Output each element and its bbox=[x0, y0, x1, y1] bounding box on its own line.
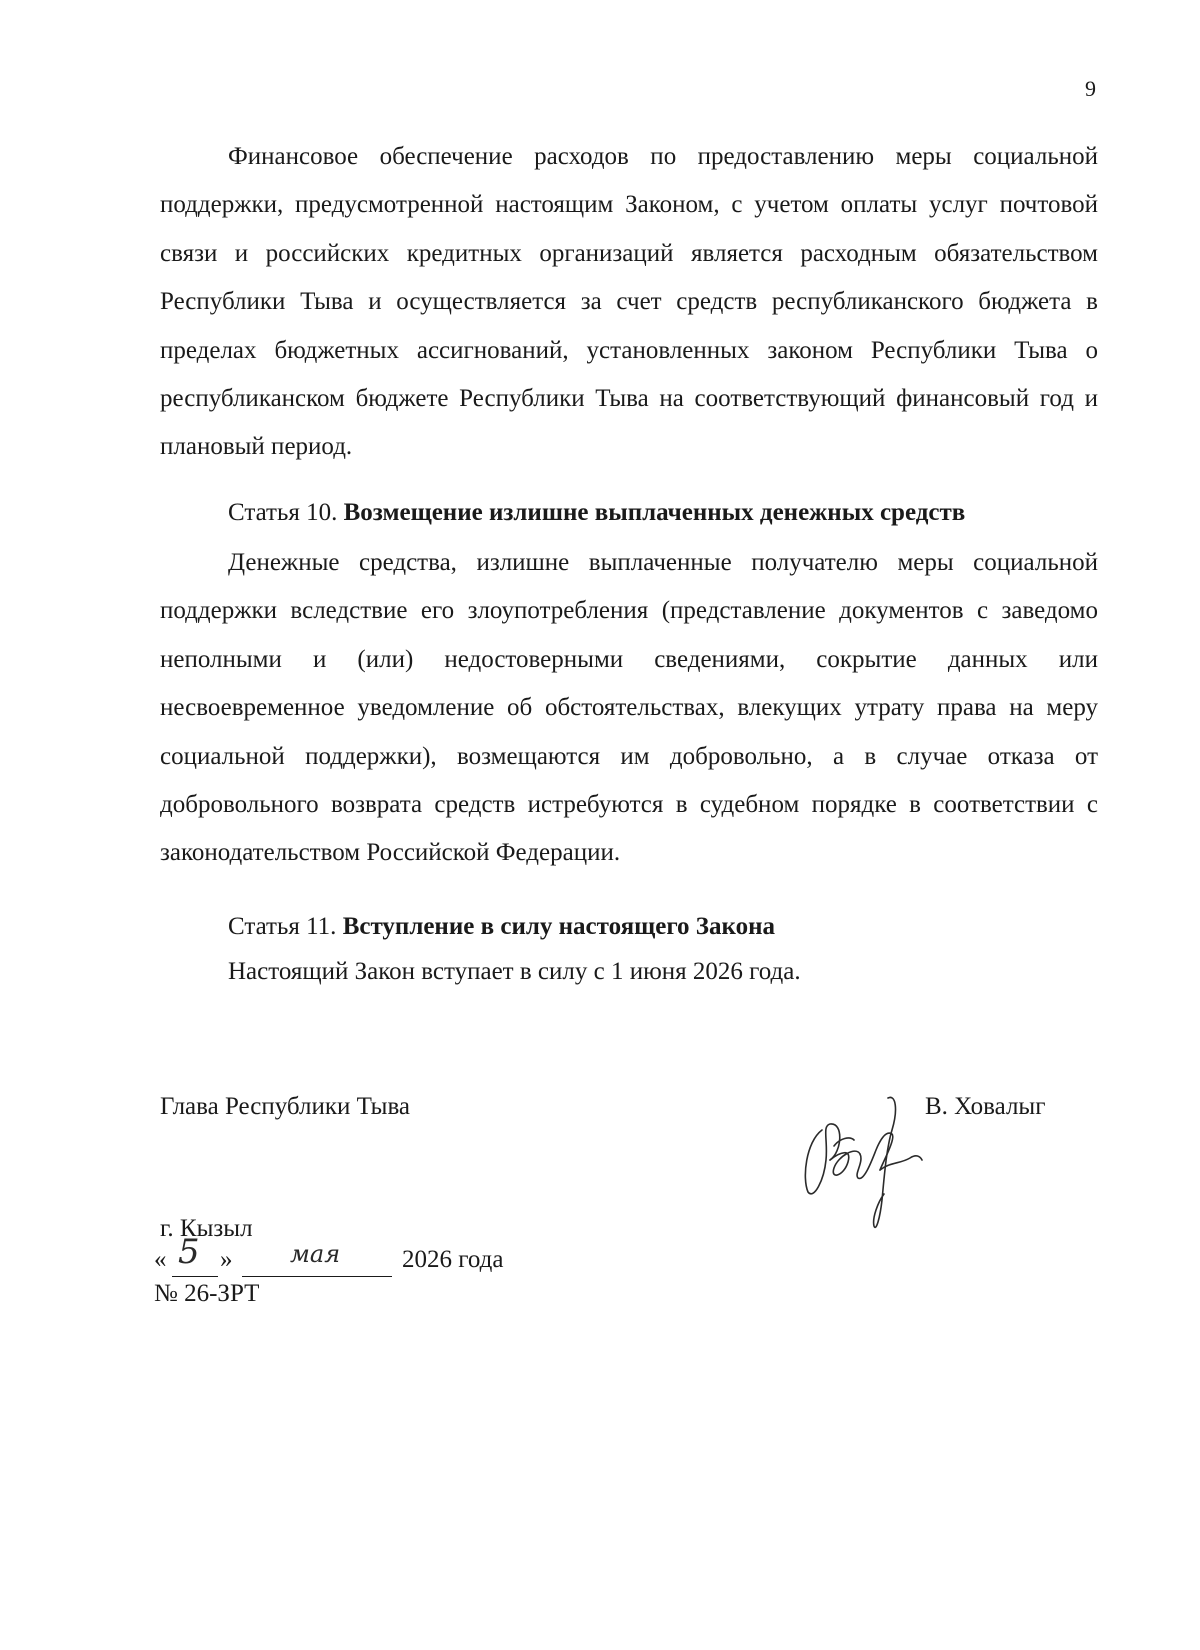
date-close-quote: » bbox=[220, 1246, 233, 1273]
date-open-quote: « bbox=[154, 1246, 167, 1273]
signatory-position: Глава Республики Тыва bbox=[160, 1093, 411, 1120]
article-10-heading bbox=[228, 499, 965, 527]
signatory-name: В. Ховалыг bbox=[925, 1093, 1046, 1120]
date-year: 2026 года bbox=[402, 1246, 504, 1273]
article-11-text: Настоящий Закон вступает в силу с 1 июня 2026 года. bbox=[228, 958, 801, 985]
financing-paragraph-block bbox=[160, 133, 1098, 472]
article-10-body-block bbox=[160, 539, 1098, 878]
page-number: 9 bbox=[1085, 76, 1096, 101]
law-number: № 26-ЗРТ bbox=[154, 1280, 260, 1307]
article-11-title: Вступление в силу настоящего Закона bbox=[342, 913, 775, 940]
article-10-number: Статья 10. bbox=[228, 499, 338, 526]
place: г. Кызыл bbox=[160, 1215, 253, 1242]
financing-paragraph: Финансовое обеспечение расходов по предоставлению меры социальной поддержки, предусмотренной настоящим Законом, с учетом оплаты услуг почтовой связи и российских кредитных организаций является расходным обязательством Республики Тыва и осуществляется за счет средств республиканского бюджета в пределах бюджетных ассигнований, установленных законом Республики Тыва о республиканском бюджете Республики Тыва на соответствующий финансовый год и плановый период. bbox=[160, 143, 1098, 461]
article-10-title: Возмещение излишне выплаченных денежных средств bbox=[343, 499, 966, 526]
article-11-heading bbox=[228, 913, 775, 941]
article-10-text: Денежные средства, излишне выплаченные получателю меры социальной поддержки вследствие его злоупотребления (представление документов с заведомо неполными и (или) недостоверными сведениями, сокрытие данных или несвоевременное уведомление об обстоятельствах, влекущих утрату права на меру социальной поддержки), возмещаются им добровольно, а в случае отказа от добровольного возврата средств истребуются в судебном порядке в соответствии с законодательством Российской Федерации. bbox=[160, 549, 1098, 867]
handwritten-signature bbox=[800, 1090, 930, 1240]
date-day: 5 bbox=[178, 1232, 200, 1272]
article-11-number: Статья 11. bbox=[228, 913, 337, 940]
date-month: мая bbox=[290, 1240, 341, 1268]
